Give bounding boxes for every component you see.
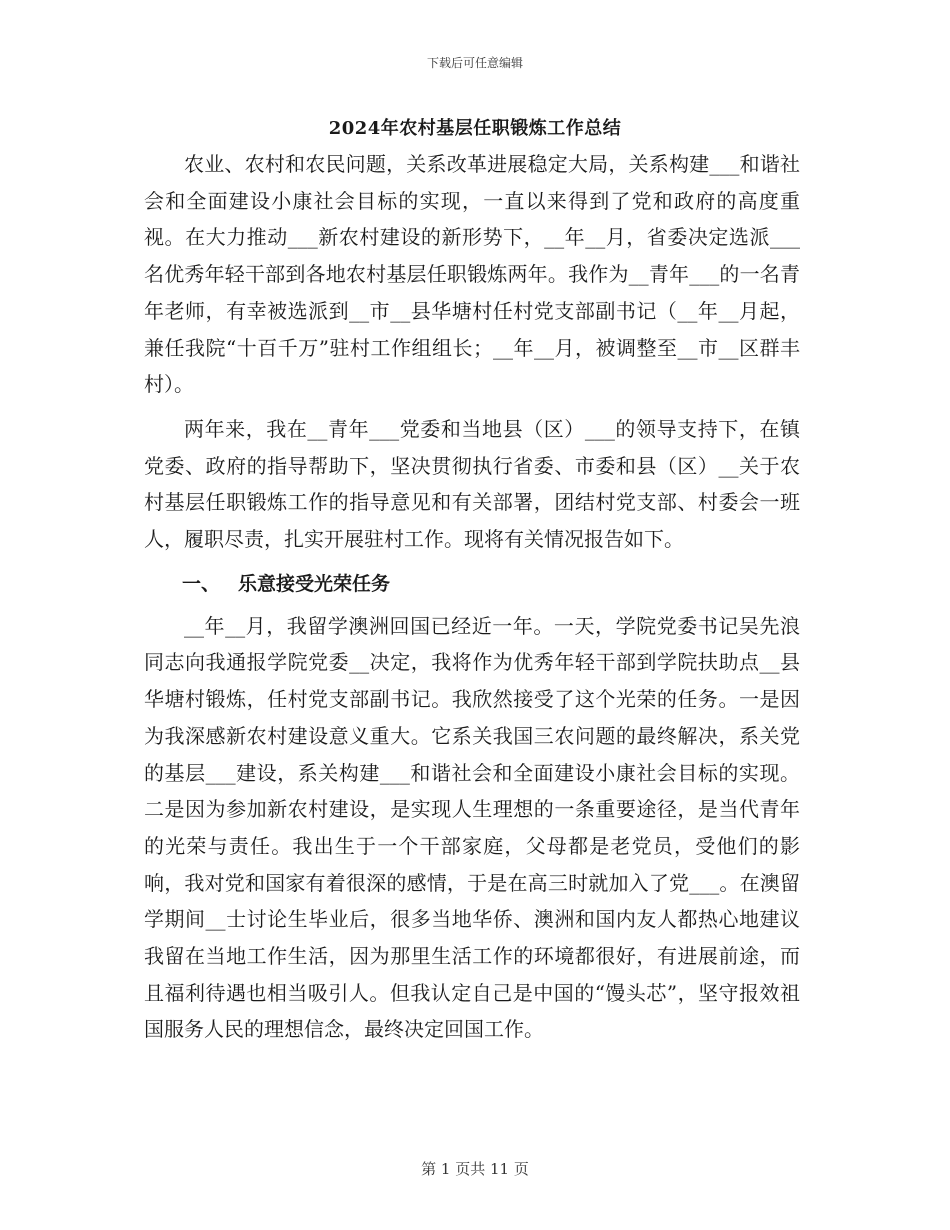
- paragraph-summary: 两年来，我在__青年___党委和当地县（区）___的领导支持下，在镇党委、政府的指导帮助下，坚决贯彻执行省委、市委和县（区）__关于农村基层任职锻炼工作的指导意见和有关部署，团结村党支部、村委会一班人，履职尽责，扎实开展驻村工作。现将有关情况报告如下。: [144, 416, 800, 552]
- section-number: 一、: [182, 572, 221, 595]
- section-heading: [144, 566, 800, 602]
- page-number: 第 1 页共 11 页: [421, 1160, 529, 1178]
- document-title: 2024年农村基层任职锻炼工作总结: [328, 118, 622, 139]
- document-body: [144, 146, 800, 1056]
- paragraph-intro: 农业、农村和农民问题，关系改革进展稳定大局，关系构建___和谐社会和全面建设小康社会目标的实现，一直以来得到了党和政府的高度重视。在大力推动___新农村建设的新形势下，__年__月，省委决定选派___名优秀年轻干部到各地农村基层任职锻炼两年。我作为__青年___的一名青年老师，有幸被选派到__市__县华塘村任村党支部副书记（__年__月起，兼任我院“十百千万”驻村工作组组长；__年__月，被调整至__市__区群丰村）。: [144, 152, 800, 397]
- paragraph-section1: __年__月，我留学澳洲回国已经近一年。一天，学院党委书记吴先浪同志向我通报学院党委__决定，我将作为优秀年轻干部到学院扶助点__县华塘村锻炼，任村党支部副书记。我欣然接受了这个光荣的任务。一是因为我深感新农村建设意义重大。它系关我国三农问题的最终解决，系关党的基层___建设，系关构建___和谐社会和全面建设小康社会目标的实现。二是因为参加新农村建设，是实现人生理想的一条重要途径，是当代青年的光荣与责任。我出生于一个干部家庭，父母都是老党员，受他们的影响，我对党和国家有着很深的感情，于是在高三时就加入了党___。在澳留学期间__士讨论生毕业后，很多当地华侨、澳洲和国内友人都热心地建议我留在当地工作生活，因为那里生活工作的环境都很好，有进展前途，而且福利待遇也相当吸引人。但我认定自己是中国的“馒头芯”，坚守报效祖国服务人民的理想信念，最终决定回国工作。: [144, 613, 800, 1042]
- header-note: 下载后可任意编辑: [426, 56, 523, 70]
- section-title: 乐意接受光荣任务: [238, 572, 391, 595]
